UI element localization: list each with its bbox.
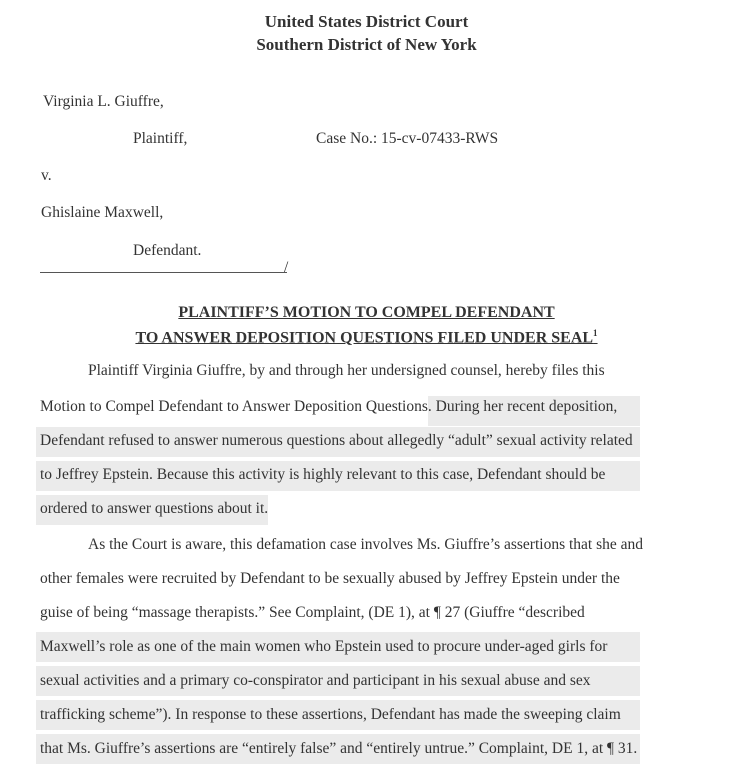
paragraph-line: guise of being “massage therapists.” See Complaint, (DE 1), at ¶ 27 (Giuffre “described (40, 604, 585, 621)
case-number: Case No.: 15-cv-07433-RWS (316, 130, 499, 147)
footnote-mark: 1 (593, 328, 598, 338)
motion-title-line2 (0, 328, 733, 347)
plaintiff-name: Virginia L. Giuffre, (43, 93, 164, 110)
paragraph-line: Motion to Compel Defendant to Answer Deposition Questions. During her recent deposition, (40, 398, 618, 415)
versus: v. (41, 167, 52, 184)
caption-divider-line (40, 272, 287, 273)
paragraph-line: sexual activities and a primary co-conspirator and participant in his sexual abuse and sex (40, 672, 591, 689)
court-name: United States District Court (264, 12, 469, 31)
caption-slash: / (284, 259, 289, 276)
defendant-name: Ghislaine Maxwell, (41, 204, 164, 221)
paragraph-line: to Jeffrey Epstein. Because this activity is highly relevant to this case, Defendant should be (40, 466, 606, 483)
paragraph-line: Plaintiff Virginia Giuffre, by and through her undersigned counsel, hereby files this (88, 362, 605, 379)
plaintiff-role: Plaintiff, (133, 130, 188, 147)
paragraph-line: ordered to answer questions about it. (40, 500, 269, 517)
motion-title-line1: PLAINTIFF’S MOTION TO COMPEL DEFENDANT (178, 304, 555, 321)
paragraph-line: Defendant refused to answer numerous questions about allegedly “adult” sexual activity related (40, 432, 633, 449)
paragraph-line: other females were recruited by Defendant to be sexually abused by Jeffrey Epstein under the (40, 570, 620, 587)
paragraph-line: trafficking scheme”). In response to these assertions, Defendant has made the sweeping claim (40, 706, 621, 723)
court-district: Southern District of New York (256, 35, 477, 54)
paragraph-line: Maxwell’s role as one of the main women who Epstein used to procure under-aged girls for (40, 638, 608, 655)
paragraph-line: As the Court is aware, this defamation case involves Ms. Giuffre’s assertions that she and (88, 536, 644, 553)
motion-title-text: TO ANSWER DEPOSITION QUESTIONS FILED UNDER SEAL (135, 329, 594, 347)
paragraph-line: that Ms. Giuffre’s assertions are “entirely false” and “entirely untrue.” Complaint, DE 1, at ¶ 31. (40, 740, 638, 757)
defendant-role: Defendant. (133, 242, 202, 259)
